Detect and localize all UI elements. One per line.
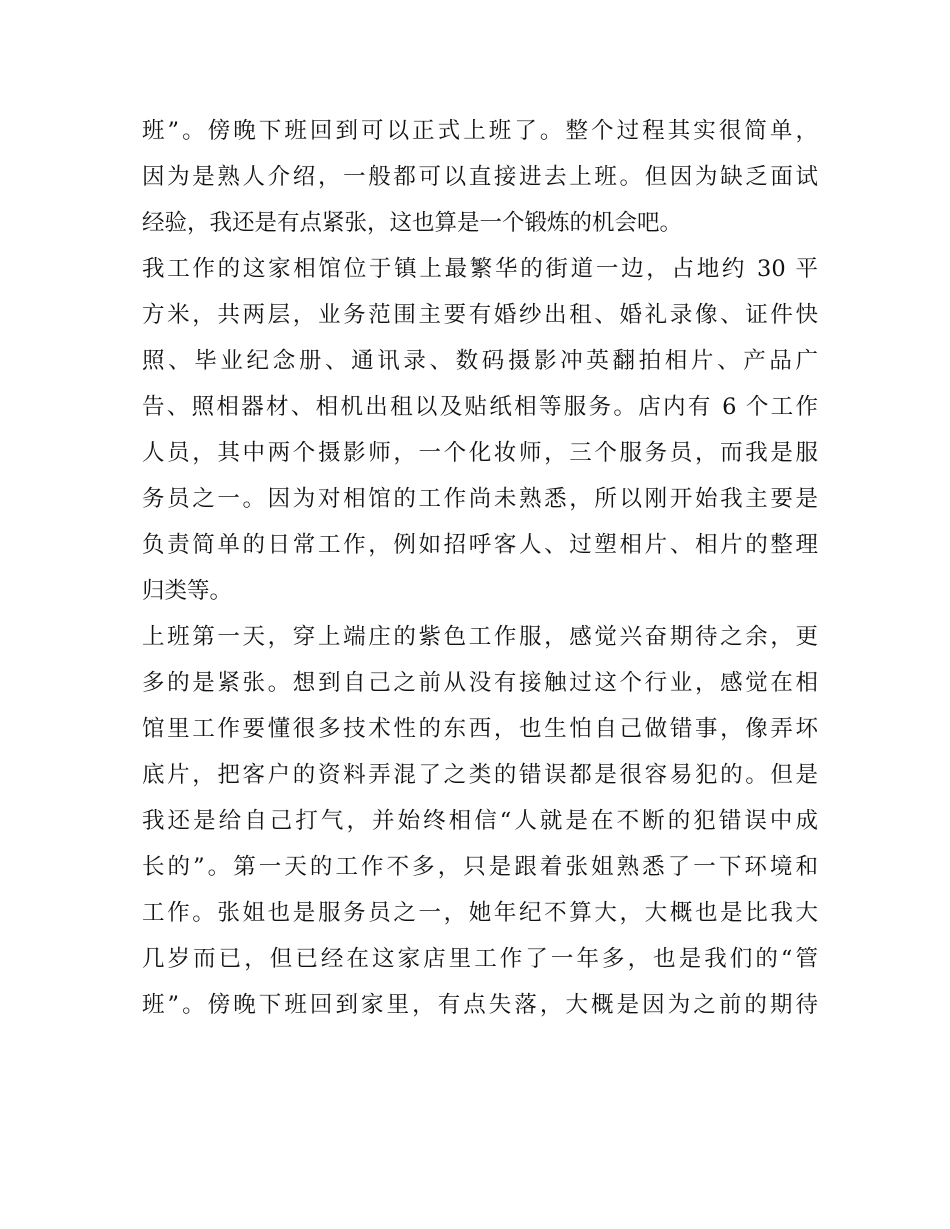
body-text — [142, 108, 818, 1028]
text-line: 底片，把客户的资料弄混了之类的错误都是很容易犯的。但是 — [142, 762, 818, 788]
text-line: 上班第一天，穿上端庄的紫色工作服，感觉兴奋期待之余，更 — [142, 624, 818, 650]
text-line: 人员，其中两个摄影师，一个化妆师，三个服务员，而我是服 — [142, 440, 818, 466]
text-line: 我工作的这家相馆位于镇上最繁华的街道一边，占地约 30 平 — [142, 256, 818, 282]
text-line: 馆里工作要懂很多技术性的东西，也生怕自己做错事，像弄坏 — [142, 716, 818, 742]
text-line: 多的是紧张。想到自己之前从没有接触过这个行业，感觉在相 — [142, 670, 818, 696]
text-line: 我还是给自己打气，并始终相信“人就是在不断的犯错误中成 — [142, 808, 818, 834]
text-line: 几岁而已，但已经在这家店里工作了一年多，也是我们的“管 — [142, 946, 818, 972]
text-line: 经验，我还是有点紧张，这也算是一个锻炼的机会吧。 — [142, 210, 683, 236]
text-line: 班”。傍晚下班回到家里，有点失落，大概是因为之前的期待 — [142, 992, 818, 1018]
text-line: 工作。张姐也是服务员之一，她年纪不算大，大概也是比我大 — [142, 900, 818, 926]
text-line: 归类等。 — [142, 578, 233, 604]
text-line: 务员之一。因为对相馆的工作尚未熟悉，所以刚开始我主要是 — [142, 486, 818, 512]
text-line: 负责简单的日常工作，例如招呼客人、过塑相片、相片的整理 — [142, 532, 818, 558]
text-line: 照、毕业纪念册、通讯录、数码摄影冲英翻拍相片、产品广 — [142, 348, 818, 374]
text-line: 告、照相器材、相机出租以及贴纸相等服务。店内有 6 个工作 — [142, 394, 818, 420]
text-line: 长的”。第一天的工作不多，只是跟着张姐熟悉了一下环境和 — [142, 854, 818, 880]
text-line: 班”。傍晚下班回到可以正式上班了。整个过程其实很简单， — [142, 118, 818, 144]
text-line: 因为是熟人介绍，一般都可以直接进去上班。但因为缺乏面试 — [142, 164, 818, 190]
text-line: 方米，共两层，业务范围主要有婚纱出租、婚礼录像、证件快 — [142, 302, 818, 328]
